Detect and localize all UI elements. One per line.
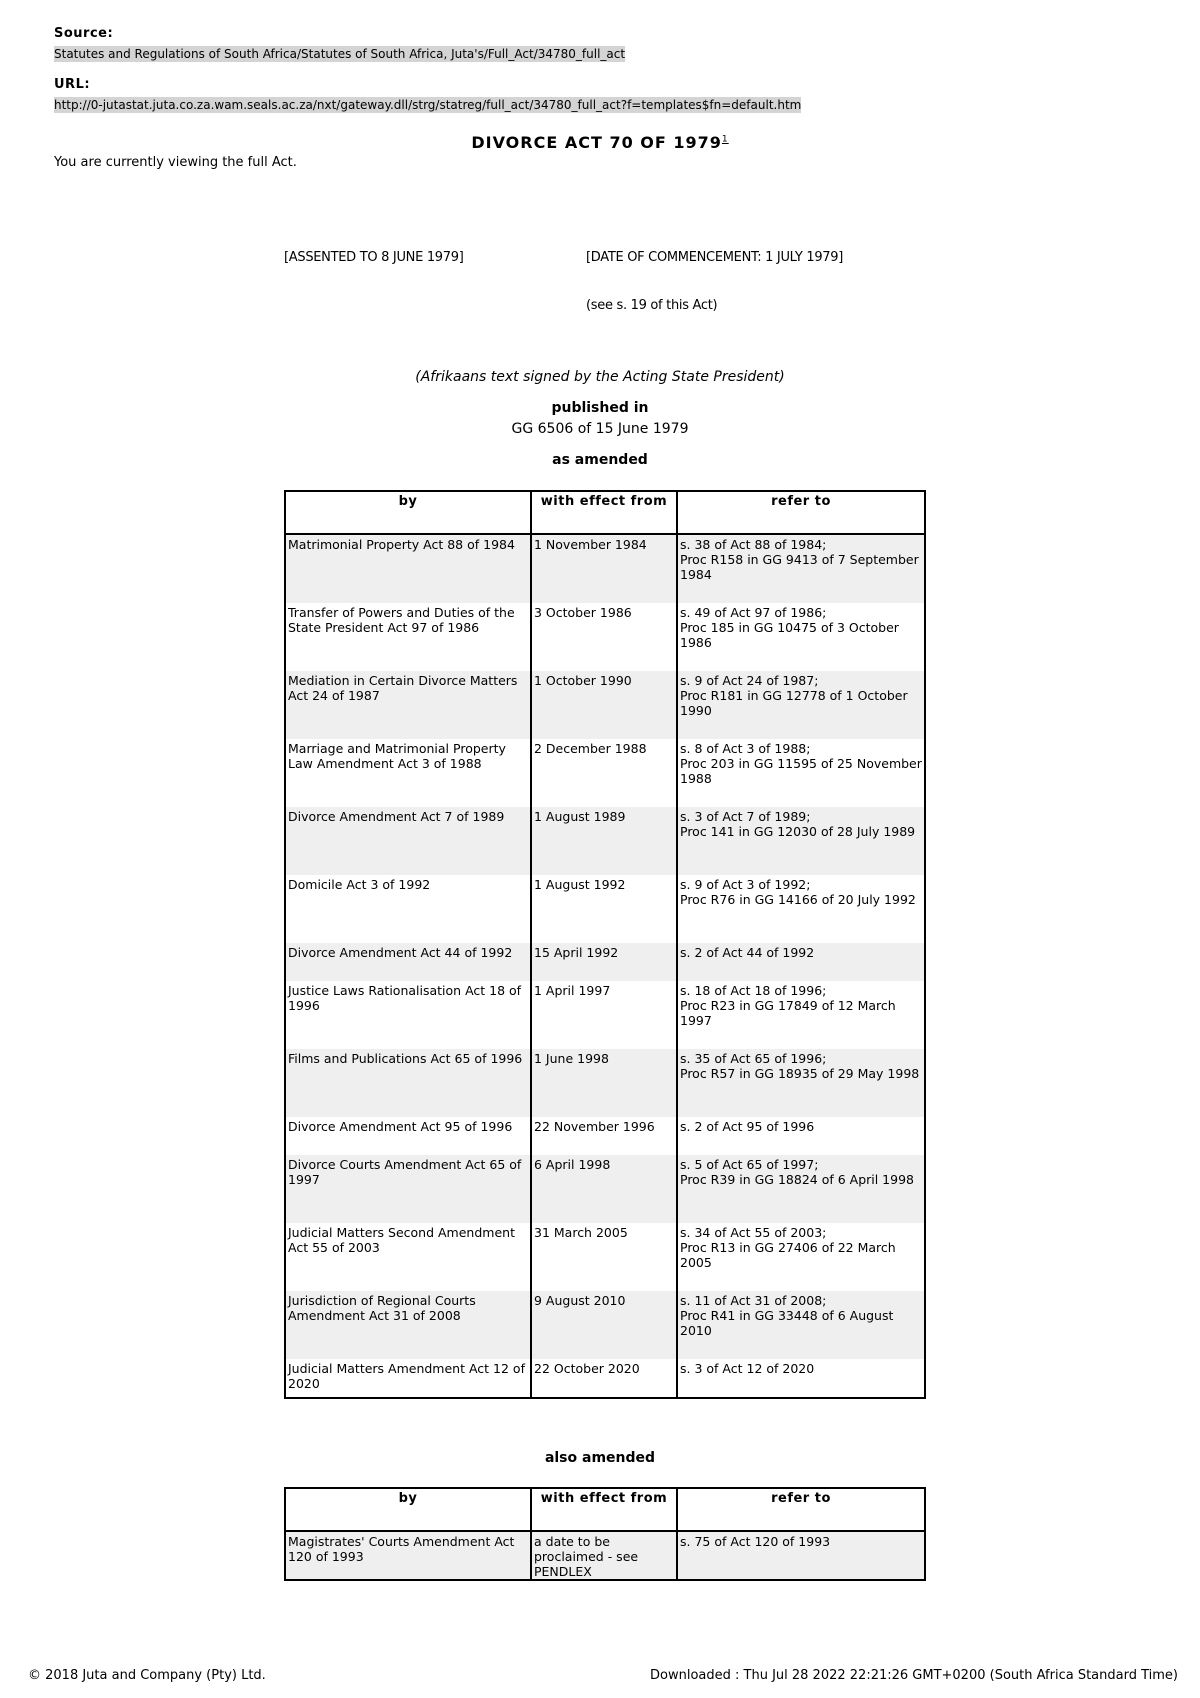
reference-line: s. 2 of Act 44 of 1992	[680, 945, 815, 960]
effective-date: 22 November 1996	[531, 1117, 677, 1155]
reference-line: Proc R76 in GG 14166 of 20 July 1992	[680, 892, 916, 907]
amending-act: Jurisdiction of Regional Courts Amendment Act 31 of 2008	[285, 1291, 531, 1359]
copyright-notice: © 2018 Juta and Company (Pty) Ltd.	[28, 1668, 266, 1683]
amending-act: Domicile Act 3 of 1992	[285, 875, 531, 943]
amending-act: Mediation in Certain Divorce Matters Act 24 of 1987	[285, 671, 531, 739]
header-by: by	[285, 1488, 531, 1531]
reference-line: s. 5 of Act 65 of 1997;	[680, 1157, 819, 1172]
reference-line: s. 49 of Act 97 of 1986;	[680, 605, 827, 620]
effective-date: 15 April 1992	[531, 943, 677, 981]
as-amended-label: as amended	[552, 452, 648, 468]
reference-line: s. 2 of Act 95 of 1996	[680, 1119, 815, 1134]
reference-cell	[677, 1291, 925, 1359]
reference-line: Proc R158 in GG 9413 of 7 September 1984	[680, 552, 919, 582]
table-header-row	[285, 1488, 925, 1531]
amending-act: Divorce Amendment Act 95 of 1996	[285, 1117, 531, 1155]
reference-line: s. 34 of Act 55 of 2003;	[680, 1225, 827, 1240]
reference-cell	[677, 603, 925, 671]
amending-act: Magistrates' Courts Amendment Act 120 of 1993	[285, 1531, 531, 1580]
effective-date: 6 April 1998	[531, 1155, 677, 1223]
reference-line: Proc 141 in GG 12030 of 28 July 1989	[680, 824, 916, 839]
assented-date: [ASSENTED TO 8 JUNE 1979]	[284, 250, 464, 265]
reference-line: Proc 185 in GG 10475 of 3 October 1986	[680, 620, 899, 650]
gazette-reference: GG 6506 of 15 June 1979	[511, 421, 689, 437]
effective-date: 3 October 1986	[531, 603, 677, 671]
header-by: by	[285, 491, 531, 534]
amending-act: Divorce Amendment Act 7 of 1989	[285, 807, 531, 875]
effective-date: a date to be proclaimed - see PENDLEX	[531, 1531, 677, 1580]
reference-cell	[677, 1223, 925, 1291]
amendments-table	[284, 490, 926, 1399]
table-row	[285, 1531, 925, 1580]
effective-date: 1 August 1992	[531, 875, 677, 943]
table-row	[285, 1049, 925, 1117]
effective-date: 9 August 2010	[531, 1291, 677, 1359]
table-row	[285, 807, 925, 875]
reference-cell	[677, 1117, 925, 1155]
amending-act: Films and Publications Act 65 of 1996	[285, 1049, 531, 1117]
header-refer: refer to	[677, 491, 925, 534]
published-in-label: published in	[551, 400, 649, 416]
table-row	[285, 603, 925, 671]
reference-cell	[677, 981, 925, 1049]
amending-act: Justice Laws Rationalisation Act 18 of 1996	[285, 981, 531, 1049]
effective-date: 1 June 1998	[531, 1049, 677, 1117]
header-effect: with effect from	[531, 1488, 677, 1531]
reference-cell	[677, 739, 925, 807]
reference-cell	[677, 1049, 925, 1117]
url-link[interactable]: http://0-jutastat.juta.co.za.wam.seals.ac.za/nxt/gateway.dll/strg/statreg/full_act/34780_full_act?f=templates$fn=default.htm	[54, 98, 802, 112]
effective-date: 1 October 1990	[531, 671, 677, 739]
table-row	[285, 1223, 925, 1291]
header-effect: with effect from	[531, 491, 677, 534]
commencement-date: [DATE OF COMMENCEMENT: 1 JULY 1979]	[586, 250, 844, 265]
amending-act: Transfer of Powers and Duties of the State President Act 97 of 1986	[285, 603, 531, 671]
table-header-row	[285, 491, 925, 534]
reference-line: s. 9 of Act 24 of 1987;	[680, 673, 819, 688]
source-path: Statutes and Regulations of South Africa/Statutes of South Africa, Juta's/Full_Act/34780_full_act	[54, 47, 626, 61]
table-row	[285, 671, 925, 739]
reference-line: Proc R39 in GG 18824 of 6 April 1998	[680, 1172, 914, 1187]
reference-line: s. 8 of Act 3 of 1988;	[680, 741, 811, 756]
document-title	[0, 133, 1200, 152]
reference-cell	[677, 1531, 925, 1580]
also-amended-label: also amended	[544, 1450, 656, 1466]
effective-date: 2 December 1988	[531, 739, 677, 807]
amending-act: Judicial Matters Second Amendment Act 55 of 2003	[285, 1223, 531, 1291]
source-label: Source:	[54, 26, 114, 41]
afrikaans-note: (Afrikaans text signed by the Acting State President)	[415, 369, 785, 385]
reference-line: Proc R13 in GG 27406 of 22 March 2005	[680, 1240, 896, 1270]
reference-line: Proc R23 in GG 17849 of 12 March 1997	[680, 998, 896, 1028]
reference-cell	[677, 1359, 925, 1398]
reference-cell	[677, 875, 925, 943]
amending-act: Divorce Amendment Act 44 of 1992	[285, 943, 531, 981]
download-timestamp: Downloaded : Thu Jul 28 2022 22:21:26 GMT+0200 (South Africa Standard Time)	[650, 1668, 1178, 1683]
reference-line: Proc R57 in GG 18935 of 29 May 1998	[680, 1066, 920, 1081]
reference-line: s. 38 of Act 88 of 1984;	[680, 537, 827, 552]
table-row	[285, 1291, 925, 1359]
effective-date: 1 August 1989	[531, 807, 677, 875]
table-row	[285, 1155, 925, 1223]
url-label: URL:	[54, 77, 91, 92]
effective-date: 1 November 1984	[531, 534, 677, 603]
reference-line: Proc R181 in GG 12778 of 1 October 1990	[680, 688, 908, 718]
reference-line: Proc R41 in GG 33448 of 6 August 2010	[680, 1308, 894, 1338]
reference-line: Proc 203 in GG 11595 of 25 November 1988	[680, 756, 922, 786]
also-amended-table	[284, 1487, 926, 1581]
table-row	[285, 534, 925, 603]
effective-date: 31 March 2005	[531, 1223, 677, 1291]
reference-cell	[677, 671, 925, 739]
reference-cell	[677, 534, 925, 603]
title-footnote-link[interactable]: 1	[721, 134, 729, 145]
viewing-note: You are currently viewing the full Act.	[54, 155, 297, 170]
reference-line: s. 18 of Act 18 of 1996;	[680, 983, 827, 998]
amending-act: Judicial Matters Amendment Act 12 of 2020	[285, 1359, 531, 1398]
reference-line: s. 9 of Act 3 of 1992;	[680, 877, 811, 892]
amending-act: Divorce Courts Amendment Act 65 of 1997	[285, 1155, 531, 1223]
reference-line: s. 11 of Act 31 of 2008;	[680, 1293, 827, 1308]
reference-cell	[677, 943, 925, 981]
title-text: DIVORCE ACT 70 OF 1979	[471, 133, 722, 152]
table-row	[285, 1117, 925, 1155]
effective-date: 1 April 1997	[531, 981, 677, 1049]
effective-date: 22 October 2020	[531, 1359, 677, 1398]
reference-cell	[677, 807, 925, 875]
reference-line: s. 3 of Act 7 of 1989;	[680, 809, 811, 824]
reference-cell	[677, 1155, 925, 1223]
table-row	[285, 943, 925, 981]
see-section-note: (see s. 19 of this Act)	[586, 298, 718, 313]
header-refer: refer to	[677, 1488, 925, 1531]
table-row	[285, 875, 925, 943]
reference-line: s. 3 of Act 12 of 2020	[680, 1361, 815, 1376]
amending-act: Marriage and Matrimonial Property Law Amendment Act 3 of 1988	[285, 739, 531, 807]
amending-act: Matrimonial Property Act 88 of 1984	[285, 534, 531, 603]
table-row	[285, 1359, 925, 1398]
reference-line: s. 35 of Act 65 of 1996;	[680, 1051, 827, 1066]
table-row	[285, 739, 925, 807]
table-row	[285, 981, 925, 1049]
reference-line: s. 75 of Act 120 of 1993	[680, 1534, 831, 1549]
